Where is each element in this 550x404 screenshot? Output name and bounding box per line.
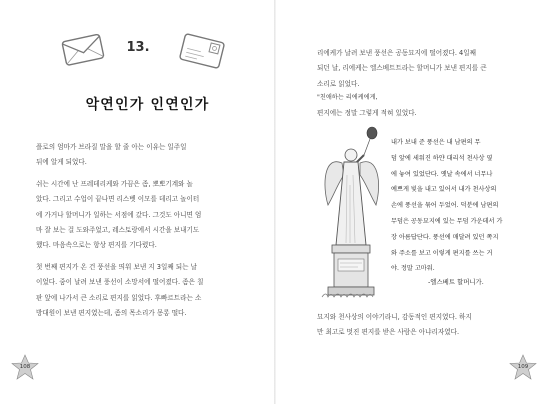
paragraph: 첫 번째 편지가 온 건 풍선을 띄워 보낸 지 3일째 되는 날 이었다. 줌이 날려 보낸 풍선이 소망서에 떨어졌다. 좀은 칠 판 앞에 나가서 큰 소리로 편지를 읽었다. 후빠르트라는 소 방대원이 보낸 편지였는데, 좀의 목소리가 몽롱 떨다. xyxy=(36,262,204,318)
page-number: 108 xyxy=(19,364,31,370)
envelope-illustration xyxy=(58,30,106,70)
chapter-title: 악연인가 인연인가 xyxy=(85,97,210,113)
letter-signoff: -엘스베트 할머니가. xyxy=(428,278,484,286)
letter-intro xyxy=(317,106,517,121)
page-number: 109 xyxy=(517,364,529,370)
right-body-bottom xyxy=(317,310,539,341)
angel-statue-illustration xyxy=(320,125,390,305)
paragraph: 쉬는 시간에 난 프레데리케와 가끔은 좀, 뽀뽀기계와 놀 았다. 그리고 수업이 끝나면 리스벳 이모를 데리고 놀이터 에 가거나 할머니가 일하는 서점에 갔다. 그것도 아니면 엄 마 잘 보는 걸 도와주었고, 레스토랑에서 시간을 보내기도 했다. 마음속으로는 항상 편지를 기다렸다. xyxy=(36,179,202,250)
left-body-text xyxy=(36,140,246,321)
stamped-envelope-illustration xyxy=(176,30,228,72)
letter-text: 내가 보내 준 풍선은 내 남편의 무 덤 앞에 세워진 하얀 대리석 천사상 옆 에 놓여 있었단다. 옛날 속에서 너무나 예쁘게 빛을 내고 있어서 내가 천사상의 손에 풍선을 묶어 두었어. 덕분에 남편의 무덤은 공동묘지에 있는 무덤 가운데서 가 장 아름답단다. 풍선에 매달려 있던 쪽지 와 주소를 보고 이렇게 편지를 쓰는 거 야. 정말 고마워. xyxy=(391,139,503,273)
paragraph: 묘지와 천사상의 이야기라니, 감동적인 편지였다. 하지 만 최고로 멋진 편지를 받은 사람은 아냐리자였다. xyxy=(317,313,472,337)
paragraph: 플로의 엄마가 브라질 말을 할 줄 아는 이유는 일주일 뒤에 알게 되었다. xyxy=(36,143,187,167)
letter-greeting: "친애하는 리에케에게, xyxy=(317,94,378,101)
right-body-top xyxy=(317,46,539,92)
paragraph: 리에케가 날려 보낸 풍선은 공동묘지에 떨어졌다. 4일째 되던 날, 리에케는 엘스베트트라는 할머니가 보낸 편지를 큰 소리로 읽었다. xyxy=(317,49,487,88)
chapter-number: 13. xyxy=(126,40,150,55)
paragraph: 편지에는 정말 그렇게 적혀 있었다. xyxy=(317,109,417,117)
